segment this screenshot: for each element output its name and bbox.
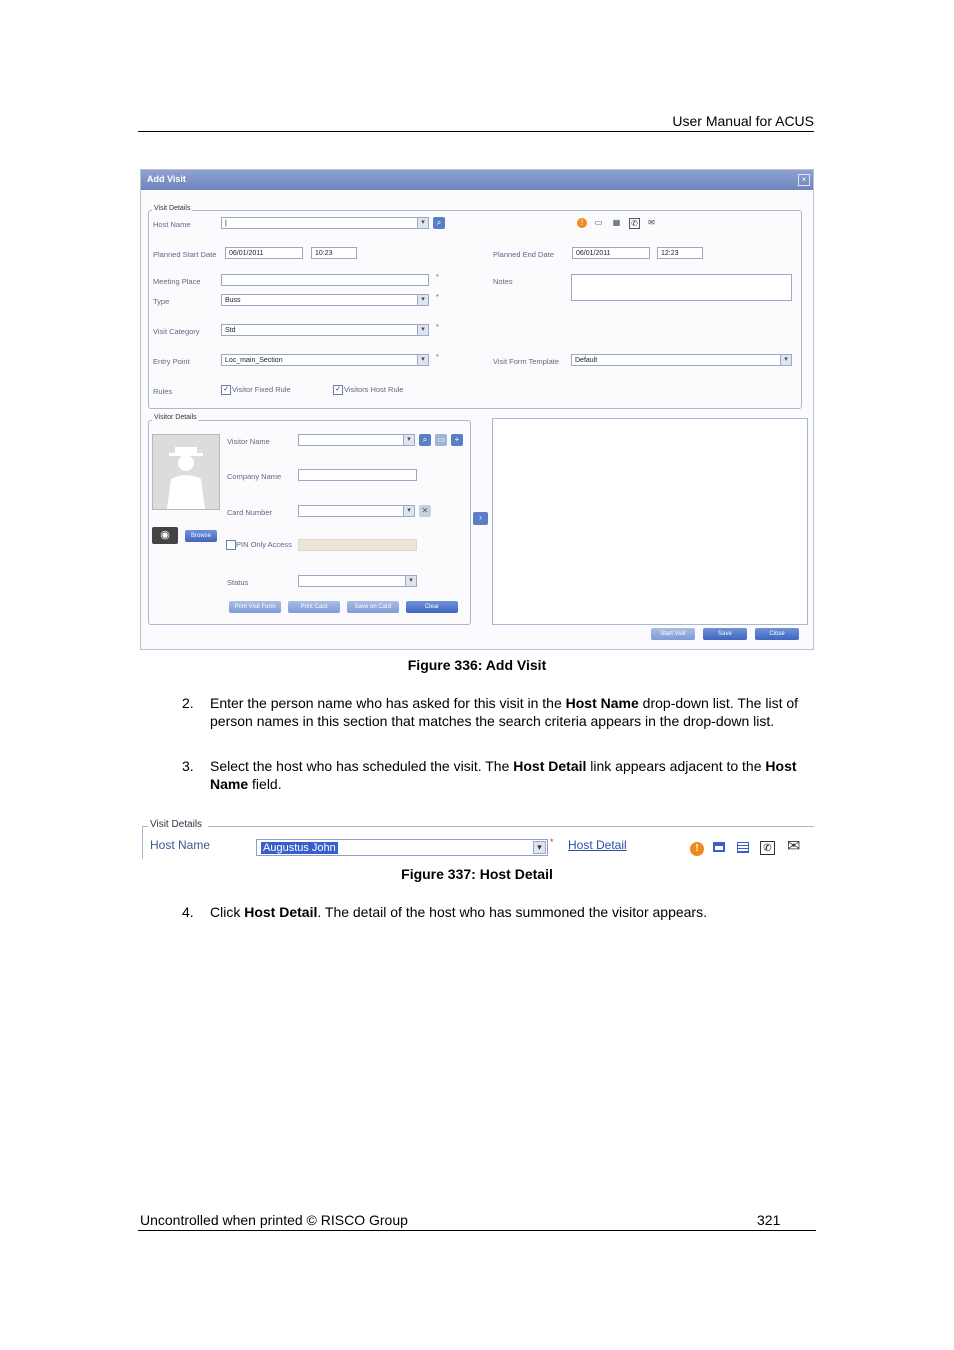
- visit-details-group: [148, 210, 802, 409]
- chevron-down-icon[interactable]: ▾: [403, 506, 414, 516]
- chevron-down-icon[interactable]: ▾: [417, 325, 428, 335]
- person-silhouette-icon: [153, 435, 219, 509]
- visitor-name-label: Visitor Name: [227, 437, 270, 446]
- footer-rule: [138, 1230, 816, 1231]
- running-header: User Manual for ACUS: [672, 113, 814, 129]
- required-marker: *: [436, 294, 439, 301]
- save-button[interactable]: Save: [703, 628, 747, 640]
- planned-end-label: Planned End Date: [493, 250, 554, 259]
- card-icon[interactable]: [713, 842, 725, 852]
- visitor-fixed-rule-checkbox[interactable]: ✓: [221, 385, 231, 395]
- add-visit-titlebar: [141, 170, 813, 190]
- required-marker: *: [550, 837, 554, 847]
- camera-icon[interactable]: ◉: [152, 527, 178, 544]
- close-icon[interactable]: ×: [798, 174, 810, 186]
- add-visit-title: Add Visit: [147, 174, 186, 184]
- footer-copyright: Uncontrolled when printed © RISCO Group: [140, 1212, 408, 1228]
- chevron-down-icon[interactable]: ▾: [533, 841, 546, 854]
- visitor-name-dropdown[interactable]: [298, 434, 415, 446]
- visitor-photo: [152, 434, 220, 510]
- entry-point-dropdown[interactable]: [221, 354, 429, 366]
- rules-label: Rules: [153, 387, 173, 396]
- step-number: 3.: [182, 758, 194, 774]
- figure-336-caption: Figure 336: Add Visit: [407, 657, 547, 673]
- start-visit-button[interactable]: Start Visit: [651, 628, 695, 640]
- status-dropdown[interactable]: [298, 575, 417, 587]
- company-name-label: Company Name: [227, 472, 282, 481]
- host-name-label: Host Name: [153, 220, 191, 229]
- chevron-right-icon[interactable]: ›: [473, 512, 488, 525]
- host-name-value: Augustus John: [263, 842, 336, 854]
- alert-icon[interactable]: !: [577, 218, 587, 228]
- clear-card-icon[interactable]: ✕: [419, 505, 431, 517]
- type-label: Type: [153, 297, 170, 306]
- page-number: 321: [757, 1212, 781, 1228]
- planned-start-time-value: 10:23: [315, 250, 333, 257]
- visit-form-template-value: Default: [575, 357, 598, 364]
- planned-end-date-input[interactable]: [572, 247, 650, 259]
- step-text: Enter the person name who has asked for this visit in the Host Name drop-down list. The list of person names in this section that matches the search criteria appears in the drop-down list.: [210, 695, 799, 729]
- host-name-dropdown[interactable]: [221, 217, 429, 229]
- planned-end-time-input[interactable]: [657, 247, 703, 259]
- chevron-down-icon[interactable]: ▾: [417, 218, 428, 228]
- search-icon[interactable]: ⌕: [433, 217, 445, 229]
- required-marker: *: [436, 354, 439, 361]
- planned-start-label: Planned Start Date: [153, 250, 217, 259]
- step-number: 4.: [182, 904, 194, 920]
- mail-icon[interactable]: ✉: [787, 838, 801, 855]
- host-detail-screenshot: [142, 817, 814, 863]
- figure-337-caption: Figure 337: Host Detail: [401, 866, 553, 882]
- visitor-fixed-rule-label: Visitor Fixed Rule: [232, 385, 291, 394]
- visitor-list-panel: [492, 418, 808, 625]
- visitor-details-label: Visitor Details: [154, 414, 197, 421]
- group-border: [142, 826, 143, 859]
- group-border: [208, 826, 814, 827]
- planned-start-date-input[interactable]: [225, 247, 303, 259]
- pin-input: [298, 539, 417, 551]
- planned-end-time-value: 12:23: [661, 250, 679, 257]
- add-icon[interactable]: +: [451, 434, 463, 446]
- print-card-button[interactable]: Print Card: [288, 601, 340, 613]
- planned-start-time-input[interactable]: [311, 247, 357, 259]
- alert-icon[interactable]: !: [690, 842, 704, 856]
- visit-category-value: Std: [225, 327, 236, 334]
- visit-form-template-dropdown[interactable]: [571, 354, 792, 366]
- planned-start-date-value: 06/01/2011: [229, 250, 264, 257]
- type-dropdown[interactable]: [221, 294, 429, 306]
- chevron-down-icon[interactable]: ▾: [417, 355, 428, 365]
- entry-point-value: Loc_main_Section: [225, 357, 283, 364]
- visit-category-dropdown[interactable]: [221, 324, 429, 336]
- entry-point-label: Entry Point: [153, 357, 190, 366]
- notes-textarea[interactable]: [571, 274, 792, 301]
- visit-category-label: Visit Category: [153, 327, 200, 336]
- visitors-host-rule-label: Visitors Host Rule: [344, 385, 404, 394]
- step-number: 2.: [182, 695, 194, 711]
- clear-button[interactable]: Clear: [406, 601, 458, 613]
- meeting-place-input[interactable]: [221, 274, 429, 286]
- visit-details-label: Visit Details: [154, 205, 191, 212]
- card-number-dropdown[interactable]: [298, 505, 415, 517]
- visit-details-label: Visit Details: [150, 819, 203, 830]
- company-name-input[interactable]: [298, 469, 417, 481]
- host-name-dropdown[interactable]: [256, 839, 548, 856]
- notes-label: Notes: [493, 277, 513, 286]
- visit-form-template-label: Visit Form Template: [493, 357, 559, 366]
- pin-only-label: PIN Only Access: [236, 540, 292, 549]
- host-name-value: |: [225, 220, 227, 227]
- edit-icon[interactable]: ▭: [435, 434, 447, 446]
- mail-icon[interactable]: ✉: [648, 218, 655, 227]
- step-text: Click Host Detail. The detail of the host who has summoned the visitor appears.: [210, 904, 707, 920]
- card-icon[interactable]: ▭: [594, 218, 603, 227]
- chevron-down-icon[interactable]: ▾: [780, 355, 791, 365]
- required-marker: *: [436, 274, 439, 281]
- search-icon[interactable]: ⌕: [419, 434, 431, 446]
- step-text: Select the host who has scheduled the visit. The Host Detail link appears adjacent to the Host Name field.: [210, 758, 797, 792]
- chevron-down-icon[interactable]: ▾: [403, 435, 414, 445]
- calculator-icon[interactable]: [737, 842, 749, 853]
- card-number-label: Card Number: [227, 508, 273, 517]
- add-visit-screenshot: [140, 169, 814, 650]
- calculator-icon[interactable]: ▦: [612, 218, 621, 227]
- planned-end-date-value: 06/01/2011: [576, 250, 611, 257]
- browse-button[interactable]: Browse: [185, 530, 217, 542]
- visitors-host-rule-checkbox[interactable]: ✓: [333, 385, 343, 395]
- type-value: Buss: [225, 297, 241, 304]
- header-rule: [138, 131, 814, 132]
- chevron-down-icon[interactable]: ▾: [417, 295, 428, 305]
- close-button[interactable]: Close: [755, 628, 799, 640]
- host-name-label: Host Name: [150, 838, 211, 852]
- pin-only-checkbox[interactable]: [226, 540, 236, 550]
- phone-icon[interactable]: ✆: [629, 218, 640, 229]
- phone-icon[interactable]: ✆: [760, 841, 775, 855]
- save-on-card-button[interactable]: Save on Card: [347, 601, 399, 613]
- meeting-place-label: Meeting Place: [153, 277, 201, 286]
- required-marker: *: [436, 324, 439, 331]
- host-detail-link[interactable]: Host Detail: [568, 838, 627, 852]
- status-label: Status: [227, 578, 249, 587]
- chevron-down-icon[interactable]: ▾: [405, 576, 416, 586]
- print-visit-form-button[interactable]: Print Visit Form: [229, 601, 281, 613]
